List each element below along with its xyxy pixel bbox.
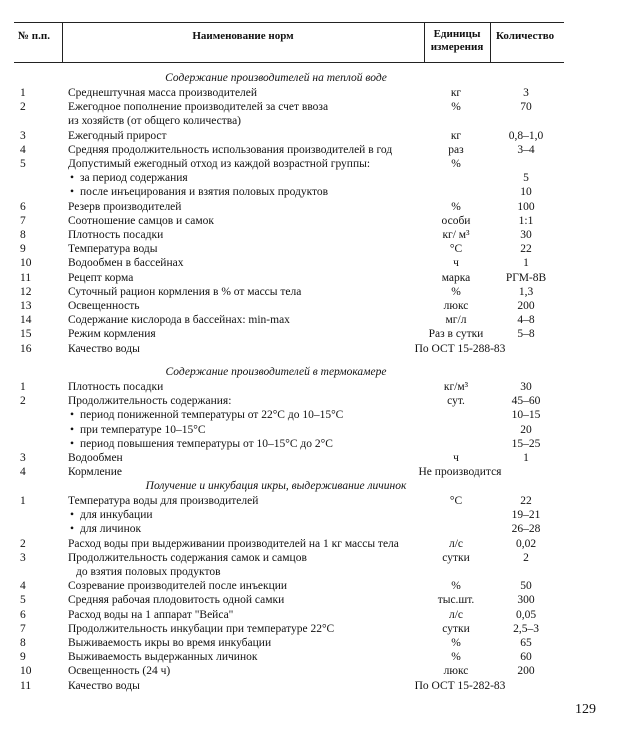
table-row — [0, 680, 618, 694]
row-name: Средняя продолжительность использования производителей в год — [68, 144, 393, 156]
row-name: Продолжительность содержания: — [68, 395, 232, 407]
row-name: Ежегодное пополнение производителей за счет ввоза — [68, 101, 329, 113]
row-quantity: 3–4 — [517, 144, 535, 156]
row-quantity: 10–15 — [511, 409, 541, 421]
row-name: Расход воды на 1 аппарат "Вейса" — [68, 609, 234, 621]
row-unit: кг — [450, 87, 462, 99]
table-row — [0, 623, 618, 637]
table-row — [0, 395, 618, 409]
row-name: Выживаемость выдержанных личинок — [68, 651, 258, 663]
row-unit: л/с — [448, 538, 464, 550]
table-row — [0, 328, 618, 342]
row-number: 11 — [20, 272, 32, 284]
row-name: Плотность посадки — [68, 381, 164, 393]
row-quantity: 10 — [520, 186, 532, 198]
row-number: 3 — [20, 130, 26, 142]
table-top-rule — [14, 22, 564, 23]
row-unit: % — [451, 637, 461, 649]
row-name: при температуре 10–15°C — [80, 424, 206, 436]
row-name: Режим кормления — [68, 328, 156, 340]
row-quantity: 5 — [523, 172, 529, 184]
row-number: 6 — [20, 201, 26, 213]
bullet-icon: • — [70, 186, 75, 198]
row-number: 3 — [20, 552, 26, 564]
row-quantity: 45–60 — [511, 395, 541, 407]
table-row — [0, 158, 618, 172]
table-row — [0, 509, 618, 523]
table-row — [0, 523, 618, 537]
row-unit: °C — [449, 243, 463, 255]
header-unit-line1: Единицы — [433, 28, 481, 40]
header-divider-3 — [490, 22, 491, 62]
table-row — [0, 115, 618, 129]
row-number: 5 — [20, 158, 26, 170]
row-name: Резерв производителей — [68, 201, 182, 213]
row-name: Рецепт корма — [68, 272, 134, 284]
row-name: Выживаемость икры во время инкубации — [68, 637, 272, 649]
row-name: после инъецирования и взятия половых продуктов — [80, 186, 329, 198]
row-unit: сут. — [447, 395, 465, 407]
row-quantity: 2 — [523, 552, 529, 564]
row-quantity: 1:1 — [518, 215, 534, 227]
row-number: 8 — [20, 229, 26, 241]
row-number: 9 — [20, 243, 26, 255]
table-row — [0, 314, 618, 328]
row-quantity: 100 — [517, 201, 535, 213]
table-row — [0, 144, 618, 158]
row-name: из хозяйств (от общего количества) — [68, 115, 242, 127]
row-unit: ч — [453, 452, 459, 464]
row-number: 2 — [20, 101, 26, 113]
table-row — [0, 637, 618, 651]
table-row — [0, 243, 618, 257]
row-quantity: 1,3 — [518, 286, 534, 298]
table-row — [0, 300, 618, 314]
row-name: Кормление — [68, 466, 122, 478]
row-number: 14 — [20, 314, 32, 326]
row-unit: особи — [441, 215, 471, 227]
table-row — [0, 87, 618, 101]
row-quantity: 26–28 — [511, 523, 541, 535]
row-number: 4 — [20, 580, 26, 592]
row-name: Качество воды — [68, 680, 140, 692]
row-number: 8 — [20, 637, 26, 649]
row-name: Суточный рацион кормления в % от массы тела — [68, 286, 302, 298]
row-number: 5 — [20, 594, 26, 606]
row-unit: ч — [453, 257, 459, 269]
bullet-icon: • — [70, 409, 75, 421]
row-number: 4 — [20, 466, 26, 478]
row-quantity: 4–8 — [517, 314, 535, 326]
row-name: Освещенность (24 ч) — [68, 665, 171, 677]
row-unit: сутки — [442, 623, 470, 635]
row-span-value: Не производится — [418, 466, 502, 478]
row-quantity: 1 — [523, 452, 529, 464]
row-name: для инкубации — [80, 509, 153, 521]
row-span-value: По ОСТ 15-282-83 — [414, 680, 506, 692]
row-quantity: 15–25 — [511, 438, 541, 450]
table-row — [0, 409, 618, 423]
table-row — [0, 665, 618, 679]
row-name: для личинок — [80, 523, 142, 535]
table-row — [0, 257, 618, 271]
row-number: 1 — [20, 381, 26, 393]
table-row — [0, 466, 618, 480]
row-quantity: 200 — [517, 665, 535, 677]
row-name: Созревание производителей после инъекции — [68, 580, 288, 592]
table-row — [0, 381, 618, 395]
bullet-icon: • — [70, 172, 75, 184]
header-bottom-rule — [14, 62, 564, 63]
row-quantity: 0,05 — [515, 609, 537, 621]
row-unit: кг/ м³ — [442, 229, 470, 241]
row-unit: % — [451, 651, 461, 663]
row-name: до взятия половых продуктов — [76, 566, 221, 578]
row-number: 7 — [20, 215, 26, 227]
row-quantity: 200 — [517, 300, 535, 312]
section-title: Содержание производителей в термокамере — [165, 366, 387, 378]
row-quantity: 30 — [520, 381, 532, 393]
row-name: за период содержания — [80, 172, 188, 184]
row-number: 11 — [20, 680, 32, 692]
row-name: Температура воды для производителей — [68, 495, 259, 507]
row-unit: л/с — [448, 609, 464, 621]
header-num: № п.п. — [18, 30, 50, 42]
row-unit: °C — [449, 495, 463, 507]
row-quantity: 60 — [520, 651, 532, 663]
row-unit: тыс.шт. — [437, 594, 475, 606]
bullet-icon: • — [70, 523, 75, 535]
row-quantity: 3 — [523, 87, 529, 99]
row-number: 16 — [20, 343, 32, 355]
row-unit: Раз в сутки — [428, 328, 484, 340]
row-number: 1 — [20, 87, 26, 99]
table-row — [0, 130, 618, 144]
row-unit: % — [451, 158, 461, 170]
table-row — [0, 566, 618, 580]
table-row — [0, 101, 618, 115]
row-quantity: 30 — [520, 229, 532, 241]
row-name: Допустимый ежегодный отход из каждой возрастной группы: — [68, 158, 371, 170]
row-quantity: РГМ-8В — [505, 272, 547, 284]
row-number: 15 — [20, 328, 32, 340]
row-name: Качество воды — [68, 343, 140, 355]
row-quantity: 20 — [520, 424, 532, 436]
row-quantity: 300 — [517, 594, 535, 606]
row-quantity: 19–21 — [511, 509, 541, 521]
page-number: 129 — [575, 702, 596, 717]
row-quantity: 2,5–3 — [513, 623, 539, 635]
row-quantity: 50 — [520, 580, 532, 592]
section-title: Содержание производителей на теплой воде — [165, 72, 387, 84]
bullet-icon: • — [70, 509, 75, 521]
row-unit: раз — [448, 144, 464, 156]
table-row — [0, 651, 618, 665]
row-unit: кг — [450, 130, 462, 142]
row-name: Средняя рабочая плодовитость одной самки — [68, 594, 285, 606]
row-number: 7 — [20, 623, 26, 635]
row-name: Плотность посадки — [68, 229, 164, 241]
row-number: 10 — [20, 257, 32, 269]
row-name: Водообмен в бассейнах — [68, 257, 184, 269]
row-name: Содержание кислорода в бассейнах: min-max — [68, 314, 290, 326]
row-number: 3 — [20, 452, 26, 464]
table-row — [0, 286, 618, 300]
row-name: Продолжительность содержания самок и самцов — [68, 552, 307, 564]
row-quantity: 1 — [523, 257, 529, 269]
table-row — [0, 215, 618, 229]
row-unit: люкс — [443, 300, 469, 312]
table-row — [0, 424, 618, 438]
row-unit: % — [451, 201, 461, 213]
row-number: 9 — [20, 651, 26, 663]
table-row — [0, 538, 618, 552]
table-row — [0, 580, 618, 594]
table-row — [0, 609, 618, 623]
row-name: Среднештучная масса производителей — [68, 87, 258, 99]
bullet-icon: • — [70, 438, 75, 450]
row-unit: % — [451, 286, 461, 298]
header-unit-line2: измерения — [430, 41, 484, 53]
row-unit: марка — [441, 272, 471, 284]
row-name: Освещенность — [68, 300, 140, 312]
table-row — [0, 272, 618, 286]
row-unit: люкс — [443, 665, 469, 677]
row-quantity: 5–8 — [517, 328, 535, 340]
table-row — [0, 452, 618, 466]
section-title: Получение и инкубация икры, выдерживание личинок — [145, 480, 407, 492]
row-quantity: 65 — [520, 637, 532, 649]
table-row — [0, 438, 618, 452]
table-row — [0, 172, 618, 186]
row-number: 6 — [20, 609, 26, 621]
row-quantity: 0,02 — [515, 538, 537, 550]
header-qty: Количество — [496, 30, 555, 42]
row-number: 2 — [20, 395, 26, 407]
table-row — [0, 594, 618, 608]
table-row — [0, 186, 618, 200]
row-number: 2 — [20, 538, 26, 550]
row-number: 12 — [20, 286, 32, 298]
table-row — [0, 495, 618, 509]
row-unit: кг/м³ — [443, 381, 469, 393]
row-unit: % — [451, 101, 461, 113]
row-number: 4 — [20, 144, 26, 156]
row-quantity: 22 — [520, 495, 532, 507]
row-name: период повышения температуры от 10–15°C до 2°C — [80, 438, 333, 450]
row-name: Расход воды при выдерживании производителей на 1 кг массы тела — [68, 538, 399, 550]
row-name: Продолжительность инкубации при температуре 22°C — [68, 623, 335, 635]
row-name: период пониженной температуры от 22°C до 10–15°C — [80, 409, 344, 421]
row-quantity: 22 — [520, 243, 532, 255]
row-unit: % — [451, 580, 461, 592]
row-number: 13 — [20, 300, 32, 312]
row-number: 1 — [20, 495, 26, 507]
row-quantity: 0,8–1,0 — [508, 130, 544, 142]
row-unit: мг/л — [445, 314, 467, 326]
bullet-icon: • — [70, 424, 75, 436]
table-row — [0, 229, 618, 243]
table-row — [0, 343, 618, 357]
table-row — [0, 552, 618, 566]
row-span-value: По ОСТ 15-288-83 — [414, 343, 506, 355]
table-row — [0, 201, 618, 215]
row-quantity: 70 — [520, 101, 532, 113]
row-name: Водообмен — [68, 452, 123, 464]
row-number: 10 — [20, 665, 32, 677]
header-name: Наименование норм — [192, 30, 294, 42]
row-name: Ежегодный прирост — [68, 130, 167, 142]
row-name: Соотношение самцов и самок — [68, 215, 215, 227]
row-unit: сутки — [442, 552, 470, 564]
row-name: Температура воды — [68, 243, 158, 255]
